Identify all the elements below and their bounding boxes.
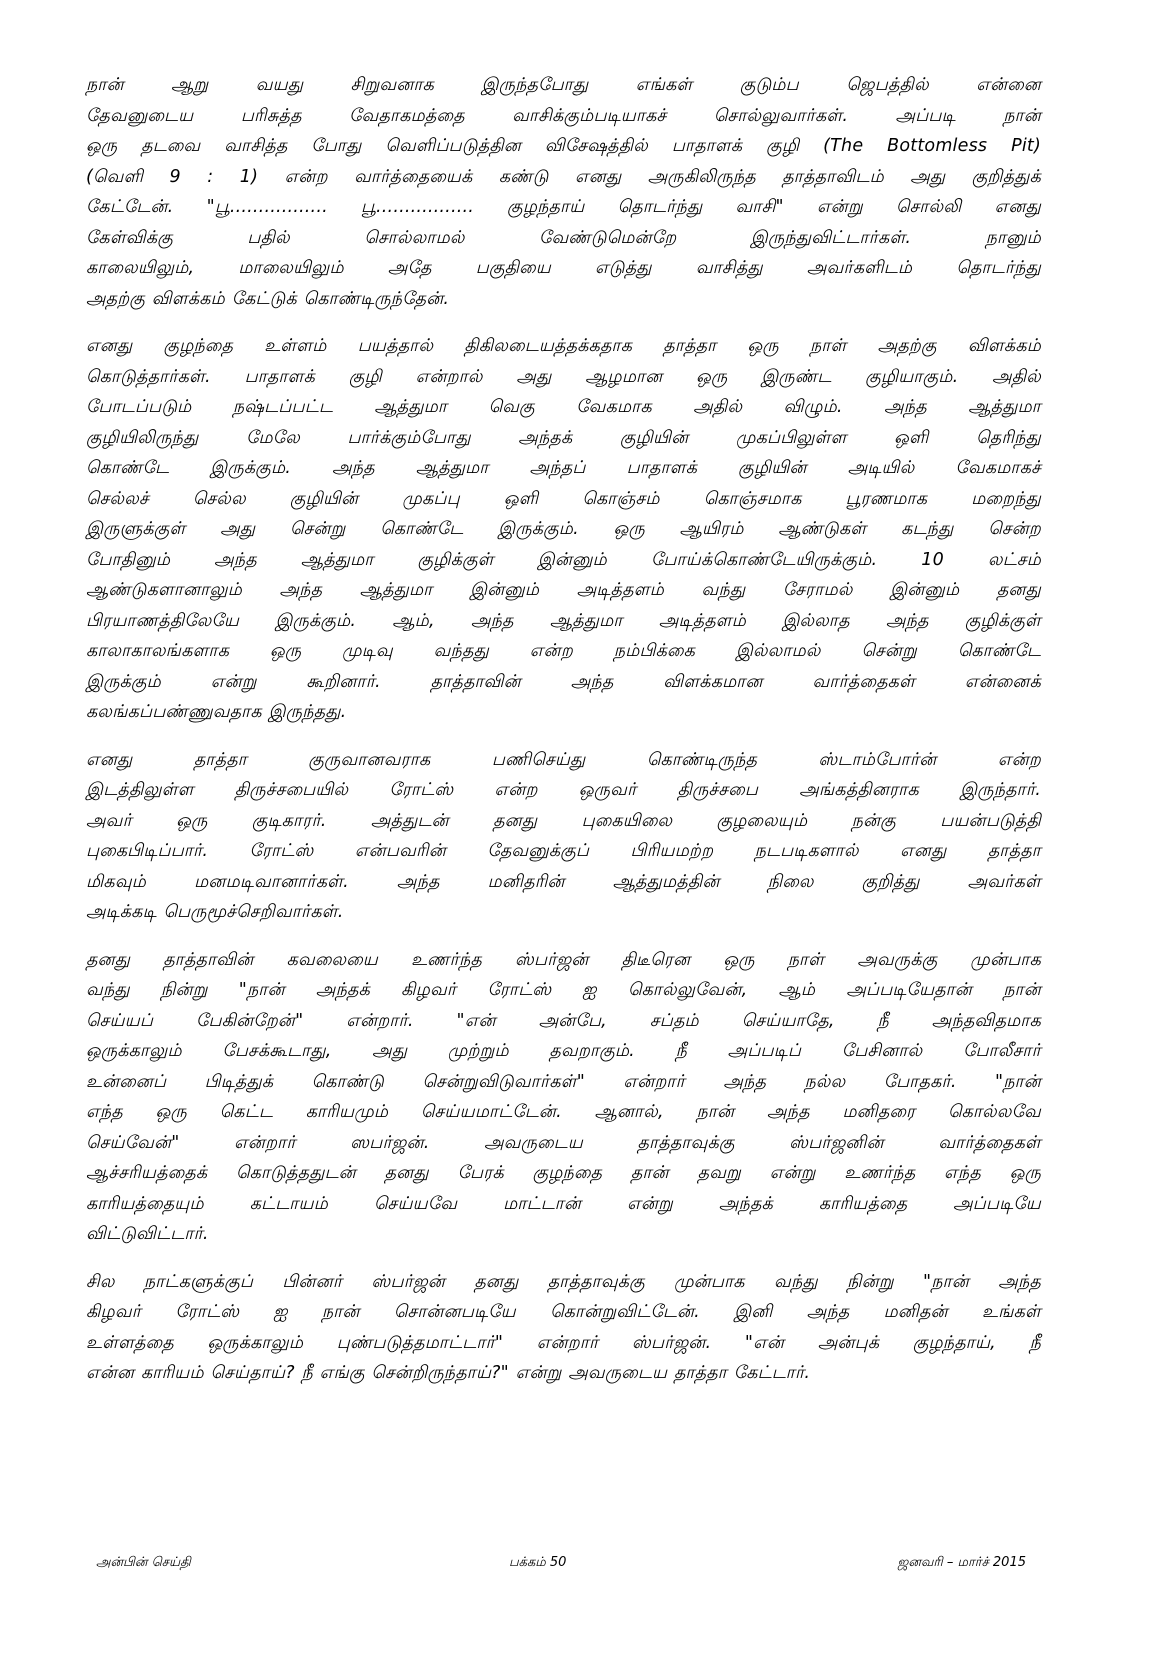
paragraph-4 [86, 945, 1041, 1250]
text-line: அடிக்கடி பெருமூச்செறிவார்கள். [86, 902, 344, 922]
paragraph-3 [86, 745, 1041, 928]
footer-publication-name: அன்பின் செய்தி [96, 1555, 191, 1570]
paragraph-5 [86, 1267, 1041, 1389]
text-line: காரியத்தையும் கட்டாயம் செய்யவே மாட்டான் என்று அந்தக் காரியத்தை அப்படியே [86, 1193, 1041, 1214]
paragraph-1 [86, 70, 1041, 314]
text-line: கொண்டே இருக்கும். அந்த ஆத்துமா அந்தப் பாதாளக் குழியின் அடியில் வேகமாகச் [86, 458, 1041, 478]
text-line: எந்த ஒரு கெட்ட காரியமும் செய்யமாட்டேன். ஆனால், நான் அந்த மனிதரை கொல்லவே [86, 1102, 1041, 1122]
text-line: குழியிலிருந்து மேலே பார்க்கும்போது அந்தக் குழியின் முகப்பிலுள்ள ஒளி தெரிந்து [86, 427, 1041, 448]
text-line: தேவனுடைய பரிசுத்த வேதாகமத்தை வாசிக்கும்படியாகச் சொல்லுவார்கள். அப்படி நான் [86, 105, 1041, 126]
text-line: எனது குழந்தை உள்ளம் பயத்தால் திகிலடையத்தக்கதாக தாத்தா ஒரு நாள் அதற்கு விளக்கம் [86, 336, 1041, 356]
footer-issue-date: ஜனவரி – மார்ச் 2015 [897, 1555, 1026, 1570]
paragraph-2 [86, 331, 1041, 728]
text-line: ஒரு தடவை வாசித்த போது வெளிப்படுத்தின விசேஷத்தில் பாதாளக் குழி (The Bottomless Pit) [86, 136, 1041, 156]
document-body [86, 70, 1041, 1406]
text-line: இருளுக்குள் அது சென்று கொண்டே இருக்கும். ஒரு ஆயிரம் ஆண்டுகள் கடந்து சென்ற [86, 519, 1041, 539]
text-line: இடத்திலுள்ள திருச்சபையில் ரோட்ஸ் என்ற ஒருவர் திருச்சபை அங்கத்தினராக இருந்தார். [86, 780, 1041, 800]
text-line: புகைபிடிப்பார். ரோட்ஸ் என்பவரின் தேவனுக்குப் பிரியமற்ற நடபடிகளால் எனது தாத்தா [86, 841, 1041, 861]
text-line: கேட்டேன். "பூ................. பூ................. குழந்தாய் தொடர்ந்து வாசி" என்று சொல்லி எனது [86, 197, 1041, 217]
text-line: விட்டுவிட்டார். [86, 1224, 209, 1244]
text-line: ஒருக்காலும் பேசக்கூடாது, அது முற்றும் தவறாகும். நீ அப்படிப் பேசினால் போலீசார் [86, 1041, 1041, 1061]
text-line: செய்வேன்" என்றார் ஸபர்ஜன். அவருடைய தாத்தாவுக்கு ஸ்பர்ஜனின் வார்த்தைகள் [86, 1132, 1041, 1153]
text-line: கேள்விக்கு பதில் சொல்லாமல் வேண்டுமென்றே இருந்துவிட்டார்கள். நானும் [86, 227, 1041, 248]
text-line: காலையிலும், மாலையிலும் அதே பகுதியை எடுத்து வாசித்து அவர்களிடம் தொடர்ந்து [86, 258, 1041, 278]
text-line: போதினும் அந்த ஆத்துமா குழிக்குள் இன்னும் போய்க்கொண்டேயிருக்கும். 10 லட்சம் [86, 549, 1041, 570]
text-line: சில நாட்களுக்குப் பின்னர் ஸ்பர்ஜன் தனது தாத்தாவுக்கு முன்பாக வந்து நின்று "நான் அந்த [86, 1271, 1041, 1292]
text-line: அதற்கு விளக்கம் கேட்டுக் கொண்டிருந்தேன். [86, 288, 450, 309]
text-line: உள்ளத்தை ஒருக்காலும் புண்படுத்தமாட்டார்" என்றார் ஸ்பர்ஜன். "என் அன்புக் குழந்தாய், நீ [86, 1332, 1041, 1353]
text-line: தனது தாத்தாவின் கவலையை உணர்ந்த ஸ்பர்ஜன் திடீரென ஒரு நாள் அவருக்கு முன்பாக [86, 949, 1041, 970]
text-line: ஆண்டுகளானாலும் அந்த ஆத்துமா இன்னும் அடித்தளம் வந்து சேராமல் இன்னும் தனது [86, 580, 1041, 600]
text-line: செய்யப் பேகின்றேன்" என்றார். "என் அன்பே, சப்தம் செய்யாதே, நீ அந்தவிதமாக [86, 1010, 1041, 1031]
text-line: (வெளி 9 : 1) என்ற வார்த்தையைக் கண்டு எனது அருகிலிருந்த தாத்தாவிடம் அது குறித்துக் [86, 166, 1041, 187]
footer-page-number: பக்கம் 50 [509, 1555, 567, 1570]
text-line: கிழவர் ரோட்ஸ் ஐ நான் சொன்னபடியே கொன்றுவிட்டேன். இனி அந்த மனிதன் உங்கள் [86, 1302, 1041, 1322]
page-footer [96, 1555, 1026, 1579]
text-line: வந்து நின்று "நான் அந்தக் கிழவர் ரோட்ஸ் ஐ கொல்லுவேன், ஆம் அப்படியேதான் நான் [86, 980, 1041, 1000]
text-line: அவர் ஒரு குடிகாரர். அத்துடன் தனது புகையிலை குழலையும் நன்கு பயன்படுத்தி [86, 810, 1041, 831]
text-line: கலங்கப்பண்ணுவதாக இருந்தது. [86, 702, 347, 722]
text-line: உன்னைப் பிடித்துக் கொண்டு சென்றுவிடுவார்கள்" என்றார் அந்த நல்ல போதகர். "நான் [86, 1071, 1041, 1092]
text-line: போடப்படும் நஷ்டப்பட்ட ஆத்துமா வெகு வேகமாக அதில் விழும். அந்த ஆத்துமா [86, 397, 1041, 417]
text-line: நான் ஆறு வயது சிறுவனாக இருந்தபோது எங்கள் குடும்ப ஜெபத்தில் என்னை [86, 75, 1041, 95]
text-line: எனது தாத்தா குருவானவராக பணிசெய்து கொண்டிருந்த ஸ்டாம்போர்ன் என்ற [86, 749, 1041, 770]
text-line: கொடுத்தார்கள். பாதாளக் குழி என்றால் அது ஆழமான ஒரு இருண்ட குழியாகும். அதில் [86, 366, 1041, 387]
text-line: ஆச்சரியத்தைக் கொடுத்ததுடன் தனது பேரக் குழந்தை தான் தவறு என்று உணர்ந்த எந்த ஒரு [86, 1163, 1041, 1183]
text-line: காலாகாலங்களாக ஒரு முடிவு வந்தது என்ற நம்பிக்கை இல்லாமல் சென்று கொண்டே [86, 641, 1041, 661]
text-line: இருக்கும் என்று கூறினார். தாத்தாவின் அந்த விளக்கமான வார்த்தைகள் என்னைக் [86, 671, 1041, 692]
text-line: என்ன காரியம் செய்தாய்? நீ எங்கு சென்றிருந்தாய்?" என்று அவருடைய தாத்தா கேட்டார். [86, 1363, 811, 1383]
text-line: மிகவும் மனமடிவானார்கள். அந்த மனிதரின் ஆத்துமத்தின் நிலை குறித்து அவர்கள் [86, 871, 1041, 892]
text-line: செல்லச் செல்ல குழியின் முகப்பு ஒளி கொஞ்சம் கொஞ்சமாக பூரணமாக மறைந்து [86, 488, 1041, 509]
text-line: பிரயாணத்திலேயே இருக்கும். ஆம், அந்த ஆத்துமா அடித்தளம் இல்லாத அந்த குழிக்குள் [86, 610, 1041, 631]
